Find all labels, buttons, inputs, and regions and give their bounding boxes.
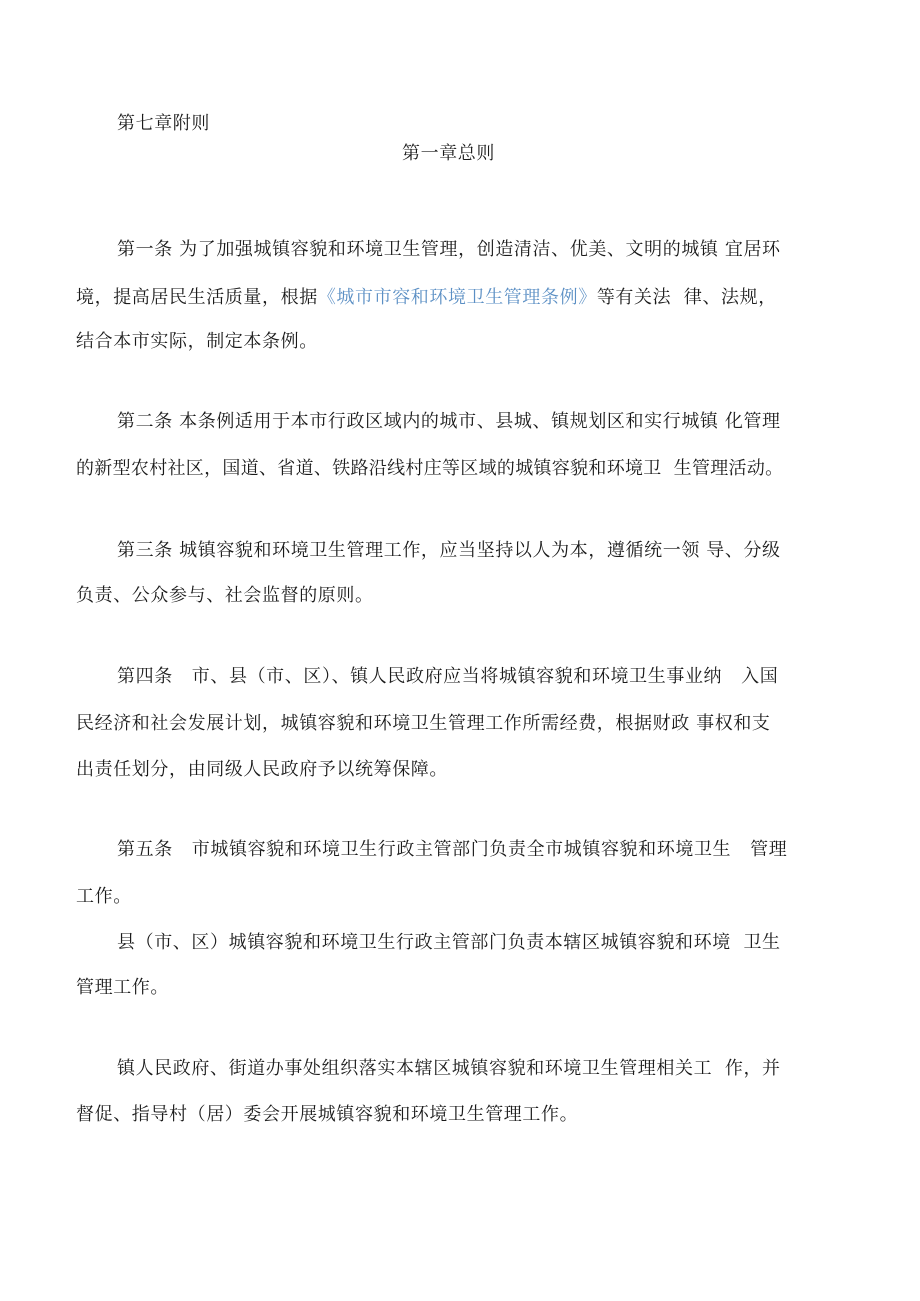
chapter-1-heading: 第一章总则	[402, 143, 495, 164]
article-5-line-3: 县（市、区）城镇容貌和环境卫生行政主管部门负责本辖区城镇容貌和环境 卫生	[117, 932, 781, 953]
article-5-line-4: 管理工作。	[76, 977, 169, 998]
article-3-line-1: 第三条 城镇容貌和环境卫生管理工作，应当坚持以人为本，遵循统一领 导、分级	[117, 540, 781, 561]
chapter-7-heading: 第七章附则	[117, 113, 210, 134]
article-1-line-2-text-a: 境，提高居民生活质量，根据	[76, 287, 318, 308]
article-4-line-3: 出责任划分，由同级人民政府予以统筹保障。	[76, 759, 448, 780]
article-1-line-3: 结合本市实际，制定本条例。	[76, 331, 318, 352]
article-5-line-2: 工作。	[76, 886, 132, 907]
article-5-line-1: 第五条 市城镇容貌和环境卫生行政主管部门负责全市城镇容貌和环境卫生 管理	[117, 839, 788, 860]
article-5-line-6: 督促、指导村（居）委会开展城镇容貌和环境卫生管理工作。	[76, 1104, 579, 1125]
article-1-line-2-text-b: 等有关法 律、法规，	[596, 287, 777, 308]
article-4-line-1: 第四条 市、县（市、区）、镇人民政府应当将城镇容貌和环境卫生事业纳 入国	[117, 666, 779, 687]
article-5-line-5: 镇人民政府、街道办事处组织落实本辖区城镇容貌和环境卫生管理相关工 作，并	[117, 1058, 781, 1079]
regulation-link[interactable]: 《城市市容和环境卫生管理条例》	[317, 287, 597, 308]
article-2-line-2: 的新型农村社区，国道、省道、铁路沿线村庄等区域的城镇容貌和环境卫 生管理活动。	[76, 458, 784, 479]
article-1-line-2	[76, 286, 777, 310]
article-4-line-2: 民经济和社会发展计划，城镇容貌和环境卫生管理工作所需经费，根据财政 事权和支	[76, 713, 771, 734]
article-3-line-2: 负责、公众参与、社会监督的原则。	[76, 585, 374, 606]
article-2-line-1: 第二条 本条例适用于本市行政区域内的城市、县城、镇规划区和实行城镇 化管理	[117, 411, 781, 432]
article-1-line-1: 第一条 为了加强城镇容貌和环境卫生管理，创造清洁、优美、文明的城镇 宜居环	[117, 239, 781, 260]
